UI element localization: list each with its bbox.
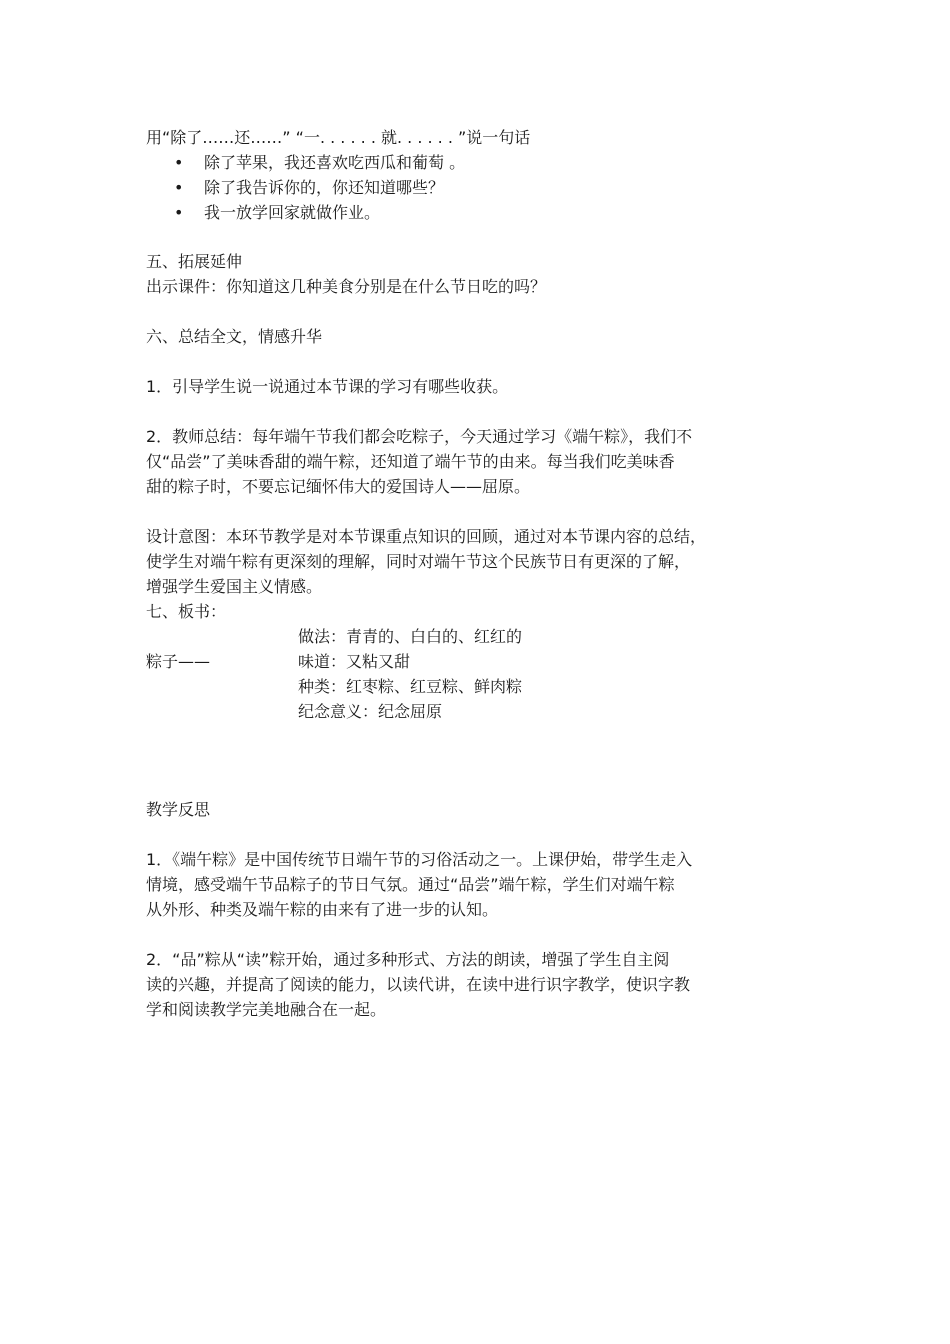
list-item: • 除了苹果，我还喜欢吃西瓜和葡萄 。 — [174, 151, 465, 175]
section6-item2-line: 仅“品尝”了美味香甜的端午粽，还知道了端午节的由来。每当我们吃美味香 — [146, 452, 675, 471]
bullet-icon: • — [174, 203, 184, 222]
design-intent-line: 设计意图：本环节教学是对本节课重点知识的回顾，通过对本节课内容的总结， — [146, 527, 707, 546]
board-item: 纪念意义：纪念屈原 — [298, 702, 443, 721]
section6-item2-line: 2．教师总结：每年端午节我们都会吃粽子，今天通过学习《端午粽》，我们不 — [146, 427, 693, 446]
reflection-p2-line: 读的兴趣，并提高了阅读的能力，以读代讲，在读中进行识字教学，使识字教 — [146, 975, 691, 994]
board-item: 种类：红枣粽、红豆粽、鲜肉粽 — [298, 677, 523, 696]
board-left-label: 粽子—— — [146, 652, 211, 671]
list-item: • 除了我告诉你的，你还知道哪些？ — [174, 176, 444, 200]
section7-heading: 七、板书： — [146, 602, 227, 621]
board-item: 味道：又粘又甜 — [298, 652, 411, 671]
section6-item1: 1．引导学生说一说通过本节课的学习有哪些收获。 — [146, 377, 509, 396]
section5-heading: 五、拓展延伸 — [146, 252, 243, 271]
list-item: • 我一放学回家就做作业。 — [174, 201, 380, 225]
bullet-icon: • — [174, 153, 184, 172]
reflection-p2-line: 学和阅读教学完美地融合在一起。 — [146, 1000, 387, 1019]
board-item: 做法：青青的、白白的、红红的 — [298, 627, 523, 646]
section6-item2-line: 甜的粽子时，不要忘记缅怀伟大的爱国诗人——屈原。 — [146, 477, 531, 496]
practice-intro: 用“除了……还……” “一. . . . . . 就. . . . . . ”说一句话 — [146, 128, 531, 147]
reflection-p1-line: 1．《端午粽》是中国传统节日端午节的习俗活动之一。上课伊始，带学生走入 — [146, 850, 693, 869]
reflection-p1-line: 情境，感受端午节品粽子的节日气氛。通过“品尝”端午粽，学生们对端午粽 — [146, 875, 675, 894]
bullet-icon: • — [174, 178, 184, 197]
design-intent-line: 增强学生爱国主义情感。 — [146, 577, 323, 596]
reflection-p2-line: 2．“品”粽从“读”粽开始，通过多种形式、方法的朗读，增强了学生自主阅 — [146, 950, 670, 969]
reflection-p1-line: 从外形、种类及端午粽的由来有了进一步的认知。 — [146, 900, 499, 919]
reflection-heading: 教学反思 — [146, 800, 211, 819]
design-intent-line: 使学生对端午粽有更深刻的理解，同时对端午节这个民族节日有更深的了解， — [146, 552, 691, 571]
section5-line: 出示课件：你知道这几种美食分别是在什么节日吃的吗？ — [146, 277, 547, 296]
section6-heading: 六、总结全文，情感升华 — [146, 327, 323, 346]
